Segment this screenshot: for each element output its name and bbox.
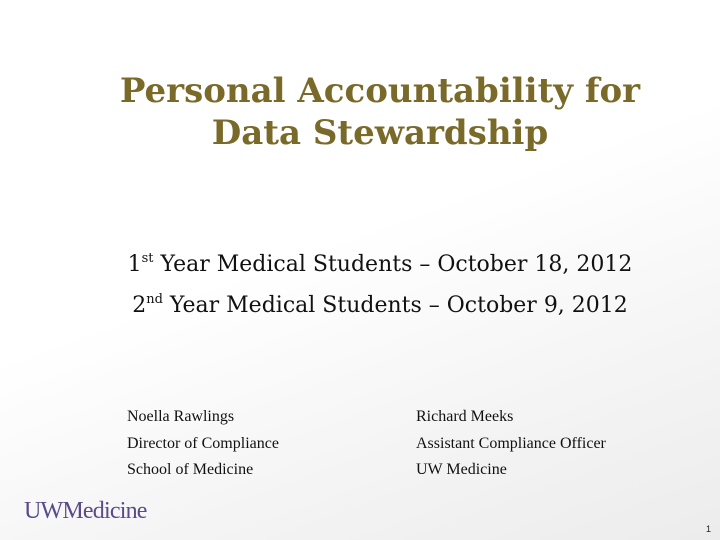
slide-title <box>60 70 700 154</box>
session-dates <box>40 244 720 326</box>
logo-uw: UW <box>24 498 63 524</box>
session-date-line-1 <box>40 244 720 285</box>
uw-medicine-logo <box>24 498 147 525</box>
session-date-line-2 <box>40 285 720 326</box>
presenter-name: Noella Rawlings <box>127 408 235 425</box>
title-line-1: Personal Accountability for <box>119 71 641 111</box>
presenter-role: Assistant Compliance Officer <box>416 434 606 452</box>
session-date-text: Year Medical Students – October 18, 2012 <box>153 252 633 277</box>
presenter-org: School of Medicine <box>127 461 254 478</box>
ordinal-suffix: st <box>141 251 154 266</box>
presenter-role: Director of Compliance <box>127 434 279 452</box>
session-date-text: Year Medical Students – October 9, 2012 <box>162 293 628 318</box>
logo-medicine: Medicine <box>62 498 147 524</box>
presenter-org: UW Medicine <box>416 461 507 478</box>
presenter-name: Richard Meeks <box>416 408 514 425</box>
presenter-1 <box>127 404 279 484</box>
ordinal-number: 2 <box>132 293 147 318</box>
ordinal-suffix: nd <box>146 292 163 307</box>
page-number: 1 <box>705 524 711 534</box>
ordinal-number: 1 <box>127 252 142 277</box>
presenter-2 <box>416 404 606 484</box>
title-line-2: Data Stewardship <box>211 113 549 153</box>
